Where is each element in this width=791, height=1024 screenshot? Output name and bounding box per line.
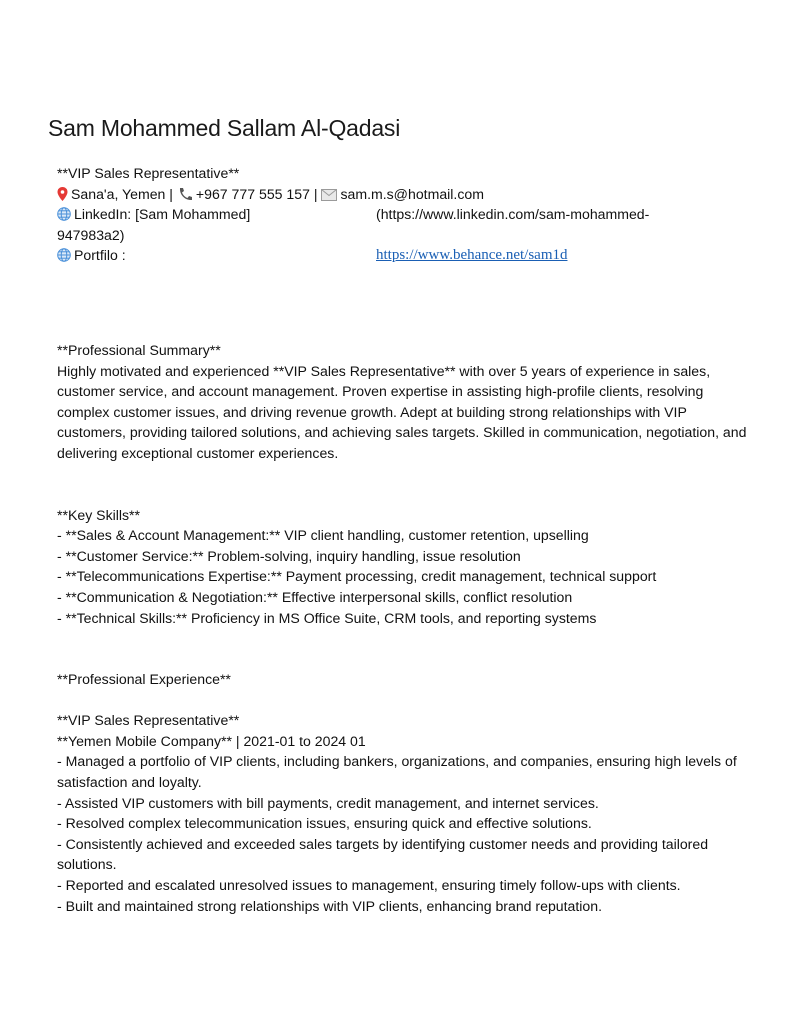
location-text: Sana'a, Yemen | (71, 185, 173, 202)
phone-icon (177, 186, 193, 207)
globe-icon (57, 206, 71, 227)
experience-bullet: - Built and maintained strong relationships with VIP clients, enhancing brand reputation. (57, 897, 603, 914)
envelope-icon (321, 186, 337, 207)
summary-text: Highly motivated and experienced **VIP Sales Representative** with over 5 years of experience in sales, customer service, and account management. Proven expertise in assisting high-profile clients, resolving complex customer issues, and driving revenue growth. Adept at building strong relationships with VIP customers, providing tailored solutions, and achieving sales targets. Skilled in communication, negotiation, and delivering exceptional customer experiences. (57, 362, 747, 461)
pin-icon (57, 186, 68, 207)
skill-item: - **Telecommunications Expertise:** Payment processing, credit management, technical support (57, 568, 657, 585)
skill-item: - **Customer Service:** Problem-solving, inquiry handling, issue resolution (57, 547, 521, 564)
portfolio-label: Portfilo : (74, 247, 126, 264)
linkedin-url[interactable]: (https://www.linkedin.com/sam-mohammed- (376, 206, 650, 223)
experience-heading: **Professional Experience** (57, 671, 231, 688)
spacer (57, 628, 747, 669)
experience-bullet: - Reported and escalated unresolved issues to management, ensuring timely follow-ups with clients. (57, 877, 681, 894)
experience-role: **VIP Sales Representative** (57, 712, 240, 729)
experience-bullet: - Managed a portfolio of VIP clients, including bankers, organizations, and companies, ensuring high levels of satisfaction and loyalty. (57, 753, 737, 791)
contact-line (57, 184, 747, 205)
linkedin-label: LinkedIn: [Sam Mohammed] (74, 206, 251, 223)
portfolio-link[interactable]: https://www.behance.net/sam1d (376, 247, 568, 264)
phone-text: +967 777 555 157 | (195, 185, 318, 202)
spacer (57, 266, 747, 340)
candidate-name: Sam Mohammed Sallam Al-Qadasi (48, 115, 401, 141)
linkedin-url-continued[interactable]: 947983a2) (57, 226, 125, 243)
experience-bullet: - Resolved complex telecommunication issues, ensuring quick and effective solutions. (57, 815, 592, 832)
portfolio-line (57, 245, 747, 266)
skills-heading: **Key Skills** (57, 506, 141, 523)
linkedin-line (57, 204, 747, 225)
resume-body (57, 163, 747, 916)
skill-item: - **Sales & Account Management:** VIP client handling, customer retention, upselling (57, 527, 589, 544)
summary-heading: **Professional Summary** (57, 341, 221, 358)
email-link[interactable]: sam.m.s@hotmail.com (340, 185, 484, 202)
globe-icon (57, 247, 71, 268)
experience-bullet: - Assisted VIP customers with bill payments, credit management, and internet services. (57, 794, 599, 811)
skill-item: - **Communication & Negotiation:** Effective interpersonal skills, conflict resolution (57, 588, 573, 605)
skill-item: - **Technical Skills:** Proficiency in MS Office Suite, CRM tools, and reporting systems (57, 609, 597, 626)
experience-company: **Yemen Mobile Company** | 2021-01 to 2024 01 (57, 732, 366, 749)
experience-bullet: - Consistently achieved and exceeded sales targets by identifying customer needs and providing tailored solutions. (57, 835, 709, 873)
spacer (57, 690, 747, 711)
job-title: **VIP Sales Representative** (57, 165, 240, 181)
spacer (57, 464, 747, 505)
